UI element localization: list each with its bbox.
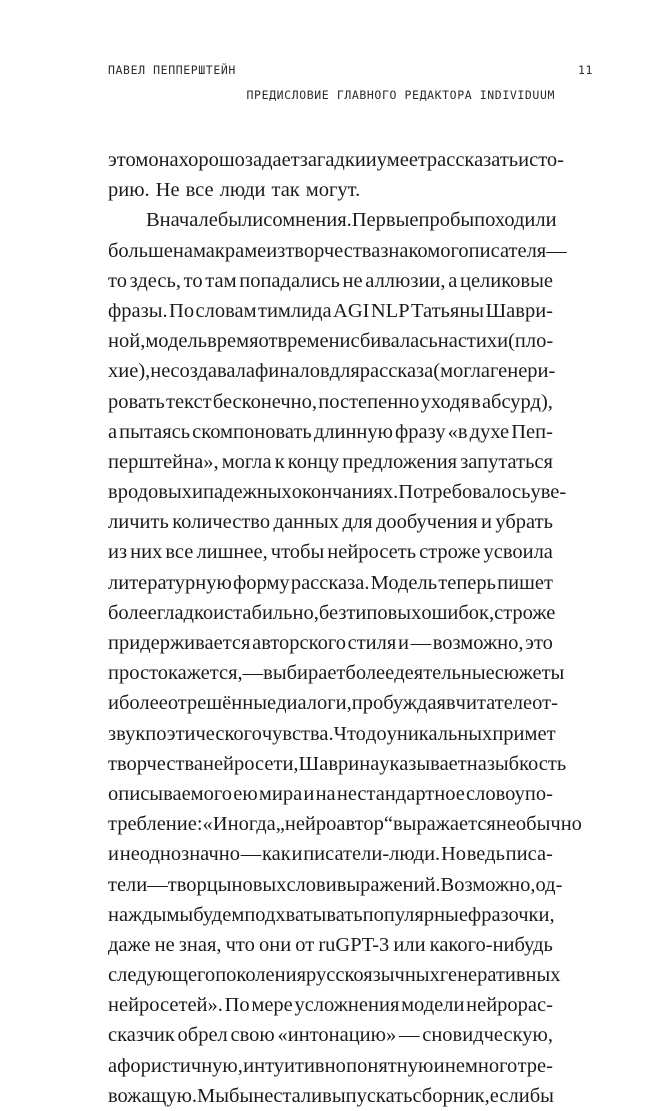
body-text — [108, 145, 582, 1111]
text-line: даже не зная, что они от ruGPT-3 или какого-нибудь — [108, 933, 553, 956]
text-line: сказчик обрел свою «интонацию» — сновидческую, — [108, 1024, 553, 1047]
text-line: описываемого ею мира и на нестандартное словоупо- — [108, 782, 553, 805]
text-line: этом она хорошо задает загадки и умеет рассказать исто- — [108, 149, 565, 171]
text-line: нажды мы будем подхватывать популярные фразочки, — [108, 903, 555, 926]
text-line: из них все лишнее, чтобы нейросеть строже усвоила — [108, 541, 553, 564]
text-line: более гладко и стабильно, без типовых ошибок, строже — [108, 601, 556, 624]
text-line: больше на макраме из творчества знакомого писателя — — [108, 239, 567, 262]
text-line: рию. Не все люди так могут. — [108, 179, 361, 202]
running-head-author: ПАВЕЛ ПЕППЕРШТЕЙН — [108, 63, 236, 77]
text-line: афористичную, интуитивно понятную и немного тре- — [108, 1054, 553, 1077]
text-line: литературную форму рассказа. Модель теперь пишет — [108, 571, 553, 594]
text-line: перштейна», могла к концу предложения запутаться — [108, 450, 553, 473]
text-line: личить количество данных для дообучения и убрать — [108, 511, 553, 534]
text-line: звук поэтического чувства. Что до уникальных примет — [108, 722, 556, 745]
text-line: то здесь, то там попадались не аллюзии, а целиковые — [108, 269, 553, 292]
text-line: следующего поколения русскоязычных генеративных — [108, 964, 561, 987]
page-number: 11 — [578, 63, 594, 77]
text-line: и более отрешённые диалоги, пробуждая в читателе от- — [108, 692, 558, 715]
text-line: требление: «Иногда „нейроавтор“ выражается необычно — [108, 813, 582, 836]
text-line: ной, модель время от времени сбивалась на стихи (пло- — [108, 330, 554, 353]
text-line: тели — творцы новых слов и выражений. Возможно, од- — [108, 873, 563, 896]
text-line: творчества нейросети, Шаврина указывает на зыбкость — [108, 752, 567, 775]
text-line: фразы. По словам тимлида AGI NLP Татьяны Шаври- — [108, 299, 553, 322]
text-line: нейросетей». По мере усложнения модели нейрорас- — [108, 994, 553, 1017]
running-head — [0, 0, 659, 120]
text-line: придерживается авторского стиля и — возможно, это — [108, 632, 553, 654]
text-line: а пытаясь скомпоновать длинную фразу «в духе Пеп- — [108, 420, 553, 443]
text-line: вожащую. Мы бы не стали выпускать сборник, если бы — [108, 1084, 554, 1107]
text-line: ровать текст бесконечно, постепенно уходя в абсурд), — [108, 390, 553, 413]
text-line: хие), не создавала финалов для рассказа (могла генери- — [108, 360, 556, 383]
text-line: просто кажется, — выбирает более деятельные сюжеты — [108, 662, 565, 685]
text-line: в родовых и падежных окончаниях. Потребовалось уве- — [108, 481, 567, 504]
running-head-section-title: ПРЕДИСЛОВИЕ ГЛАВНОГО РЕДАКТОРА INDIVIDUUM — [246, 88, 555, 102]
text-line: Вначале были сомнения. Первые пробы походили — [146, 209, 557, 232]
text-line: и неоднозначно — как и писатели-люди. Но ведь писа- — [108, 843, 553, 866]
